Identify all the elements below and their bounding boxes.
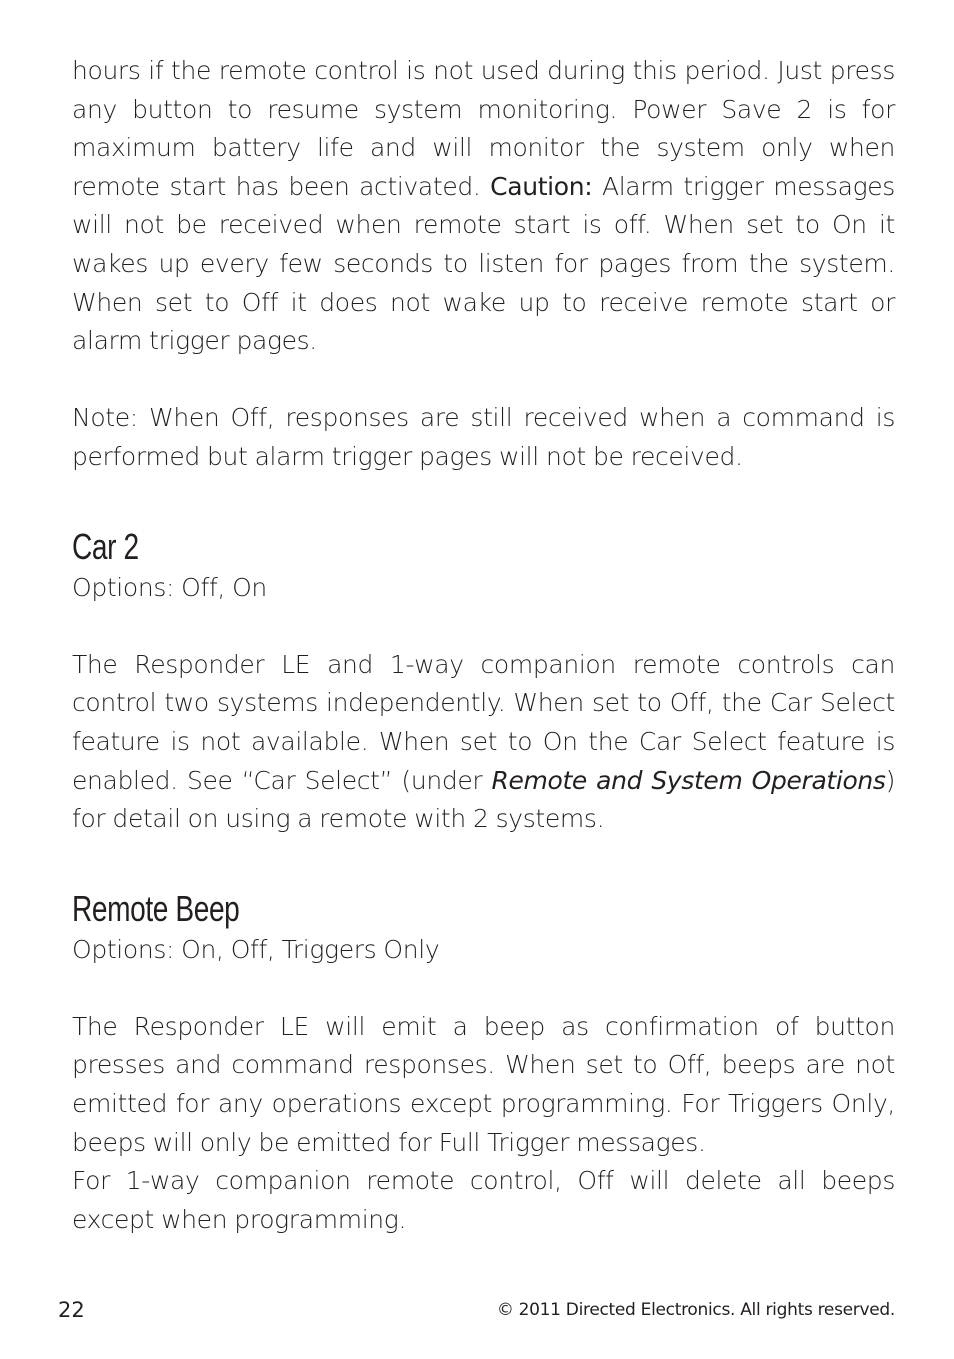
- car2-body-b: ) for detail on using a remote with 2 systems.: [72, 765, 895, 834]
- car2-body-italic: Remote and System Operations: [491, 765, 886, 795]
- spacer: [72, 361, 895, 400]
- spacer: [72, 969, 895, 1008]
- page-number: 22: [58, 1298, 85, 1322]
- caution-label: Caution:: [490, 171, 593, 201]
- car2-options: Options: Off, On: [72, 572, 267, 602]
- copyright-notice: © 2011 Directed Electronics. All rights reserved.: [496, 1300, 895, 1320]
- remote-beep-heading: Remote Beep: [72, 887, 240, 929]
- intro-text-b: Alarm trigger messages will not be received when remote start is off. When set to On it wakes up every few seconds to listen for pages from the system. When set to Off it does not wake up to receive remote start or alarm trigger pages.: [72, 171, 895, 356]
- car2-section: [72, 527, 895, 839]
- remote-beep-options: Options: On, Off, Triggers Only: [72, 934, 440, 964]
- car2-heading: Car 2: [72, 525, 139, 567]
- remote-beep-body-2: For 1-way companion remote control, Off will delete all beeps except when programming.: [72, 1166, 895, 1234]
- car2-body-a: The Responder LE and 1-way companion remote controls can control two systems independently. When set to Off, the Car Select feature is not available. When set to On the Car Select feature is enabled. See “Car Select” (under: [72, 649, 895, 795]
- spacer: [72, 607, 895, 646]
- car2-body: [72, 646, 895, 839]
- remote-beep-body-1: The Responder LE will emit a beep as confirmation of button presses and command responses. When set to Off, beeps are not emitted for any operations except programming. For Triggers Only, beeps will only be emitted for Full Trigger messages.: [72, 1011, 895, 1157]
- intro-text-a: hours if the remote control is not used during this period. Just press any button to resume system monitoring. Power Save 2 is for maximum battery life and will monitor the system only when remote start has been activated.: [72, 56, 895, 201]
- intro-paragraph: [72, 52, 895, 361]
- remote-beep-section: [72, 889, 895, 1240]
- note-paragraph: Note: When Off, responses are still received when a command is performed but alarm trigger pages will not be received.: [72, 403, 895, 471]
- page-content: [72, 52, 895, 1239]
